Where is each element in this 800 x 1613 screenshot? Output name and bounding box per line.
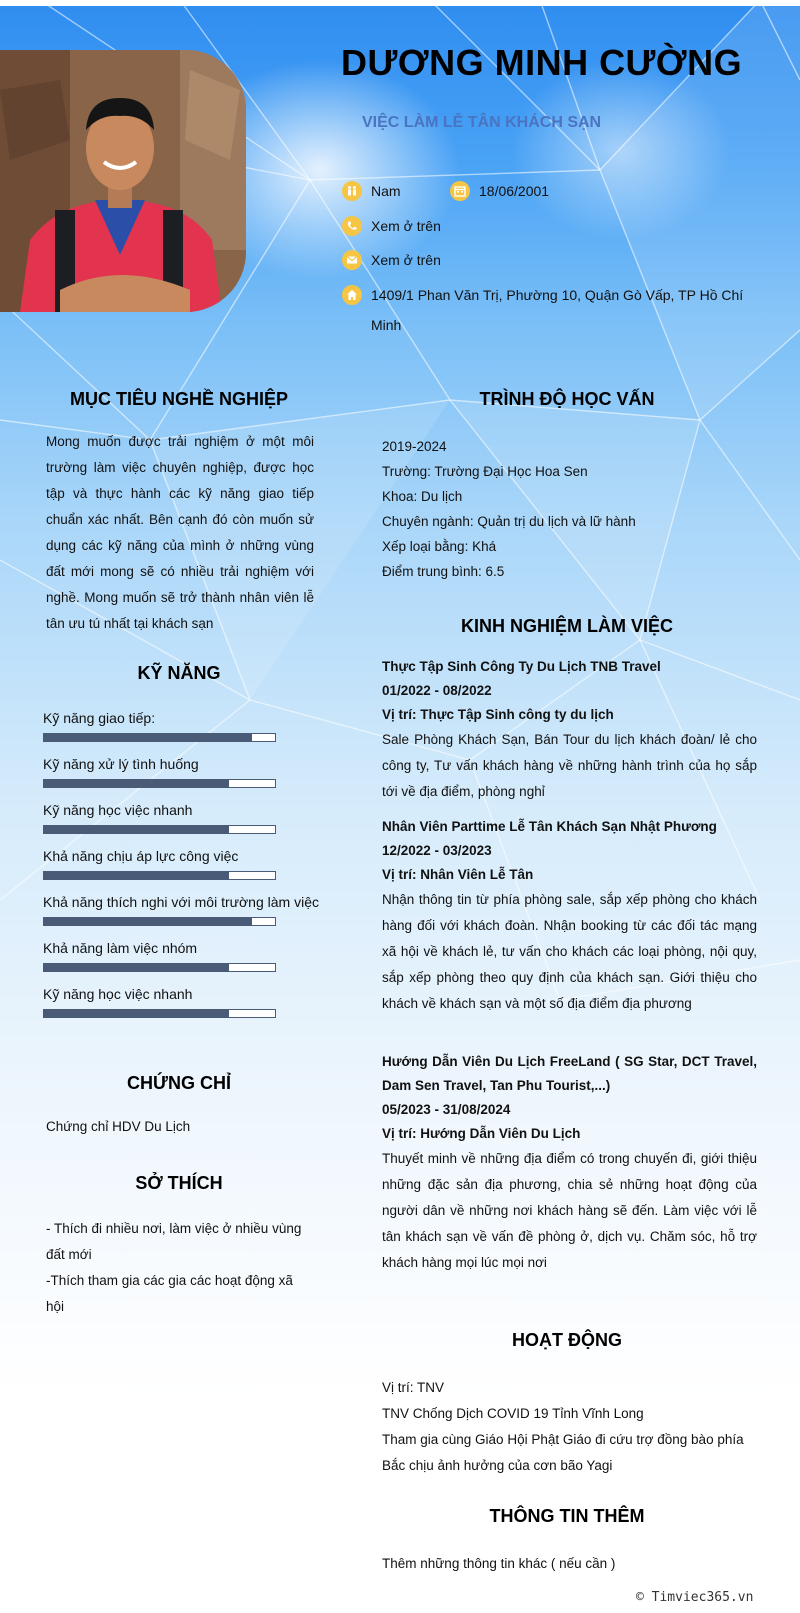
job-period: 05/2023 - 31/08/2024	[382, 1102, 511, 1117]
skill-item	[43, 847, 323, 880]
address-line-2: Minh	[371, 317, 402, 333]
certificates-title: CHỨNG CHỈ	[127, 1073, 231, 1093]
skill-fill	[44, 918, 252, 925]
skill-fill	[44, 780, 229, 787]
skill-fill	[44, 964, 229, 971]
education-line: 2019-2024	[382, 439, 447, 454]
experience-item	[382, 1050, 757, 1276]
activity-line: Vị trí: TNV	[382, 1380, 445, 1395]
education-line: Điểm trung bình: 6.5	[382, 564, 505, 579]
objective-text: Mong muốn được trải nghiệm ở một môi trường làm việc chuyên nghiệp, được học tập và thực hành các kỹ năng giao tiếp chuẩn xác nhất. Bên cạnh đó còn muốn sử dụng các kỹ năng của mình ở những vùng đất mới mong sẽ có nhiều trải nghiệm với nghề. Mong muốn sẽ trở thành nhân viên lễ tân ưu tú nhất tại khách sạn	[46, 434, 314, 631]
job-description: Nhận thông tin từ phía phòng sale, sắp xếp phòng cho khách hàng đối với khách đoàn. Nhận booking từ các đối tác mạng xã hội về khách lẻ, tư vấn cho khách các loại phòng, nội quy, sắp xếp phòng theo quy định của khách sạn. Giới thiệu cho khách về khách sạn và một số địa điểm địa phương	[382, 892, 757, 1011]
skills-title: KỸ NĂNG	[137, 663, 221, 683]
job-company: Nhân Viên Parttime Lễ Tân Khách Sạn Nhật Phương	[382, 819, 717, 834]
skill-fill	[44, 1010, 229, 1017]
avatar	[0, 50, 246, 312]
address-line-1: 1409/1 Phan Văn Trị, Phường 10, Quận Gò Vấp, TP Hồ Chí	[371, 287, 744, 303]
job-description: Sale Phòng Khách Sạn, Bán Tour du lịch khách đoàn/ lẻ cho công ty, Tư vấn khách hàng về những hành trình của họ sắp tới về địa điểm, phòng nghỉ	[382, 732, 757, 799]
skill-bar	[43, 963, 276, 972]
education-line: Trường: Trường Đại Học Hoa Sen	[382, 464, 588, 479]
skill-fill	[44, 734, 252, 741]
skill-bar	[43, 917, 276, 926]
education-line: Xếp loại bằng: Khá	[382, 539, 497, 554]
education-line: Khoa: Du lịch	[382, 489, 463, 504]
skill-bar	[43, 733, 276, 742]
gender-value: Nam	[371, 183, 401, 199]
activities-title: HOẠT ĐỘNG	[512, 1330, 622, 1350]
education-block	[382, 434, 762, 584]
activities-block	[382, 1375, 762, 1479]
experience-title: KINH NGHIỆM LÀM VIỆC	[460, 616, 673, 636]
job-position: Vị trí: Hướng Dẫn Viên Du Lịch	[382, 1126, 581, 1141]
skill-fill	[44, 826, 229, 833]
skill-item	[43, 709, 323, 742]
job-period: 12/2022 - 03/2023	[382, 843, 492, 858]
watermark: © Timviec365.vn	[636, 1590, 754, 1605]
email-row	[342, 245, 441, 275]
skill-label: Khả năng thích nghi với môi trường làm việc	[43, 894, 319, 910]
hobbies-list	[46, 1216, 314, 1320]
skill-item	[43, 755, 323, 788]
top-strip	[0, 0, 800, 6]
skill-bar	[43, 1009, 276, 1018]
job-position: Vị trí: Nhân Viên Lễ Tân	[382, 867, 534, 882]
skill-bar	[43, 779, 276, 788]
email-value: Xem ở trên	[371, 252, 441, 268]
skill-label: Kỹ năng học việc nhanh	[43, 802, 193, 818]
job-company: Thực Tập Sinh Công Ty Du Lịch TNB Travel	[382, 659, 661, 674]
education-title: TRÌNH ĐỘ HỌC VẤN	[479, 389, 655, 409]
hobby-item: -Thích tham gia các gia các hoạt động xã hội	[46, 1273, 293, 1314]
skill-label: Kỹ năng giao tiếp:	[43, 710, 156, 726]
skill-fill	[44, 872, 229, 879]
skill-bar	[43, 871, 276, 880]
birthdate-row	[450, 176, 549, 206]
phone-icon	[342, 216, 362, 236]
phone-value: Xem ở trên	[371, 218, 441, 234]
hobby-item: - Thích đi nhiều nơi, làm việc ở nhiều vùng đất mới	[46, 1221, 302, 1262]
phone-row	[342, 211, 441, 241]
job-position: Vị trí: Thực Tập Sinh công ty du lịch	[382, 707, 614, 722]
experience-item	[382, 815, 757, 1017]
skill-label: Kỹ năng xử lý tình huống	[43, 756, 199, 772]
skill-bar	[43, 825, 276, 834]
objective-title: MỤC TIÊU NGHỀ NGHIỆP	[69, 389, 288, 409]
skill-label: Khả năng làm việc nhóm	[43, 940, 198, 956]
skill-item	[43, 939, 323, 972]
job-company: Hướng Dẫn Viên Du Lịch FreeLand ( SG Star, DCT Travel, Dam Sen Travel, Tan Phu Tourist,...)	[382, 1054, 757, 1093]
skill-item	[43, 801, 323, 834]
address-row	[342, 280, 761, 340]
job-title: VIỆC LÀM LỄ TÂN KHÁCH SẠN	[362, 114, 602, 131]
address-block	[371, 280, 761, 340]
education-line: Chuyên ngành: Quản trị du lịch và lữ hành	[382, 514, 636, 529]
gender-row	[342, 176, 401, 206]
home-icon	[342, 285, 362, 305]
skill-label: Khả năng chịu áp lực công việc	[43, 848, 239, 864]
job-period: 01/2022 - 08/2022	[382, 683, 492, 698]
birthdate-value: 18/06/2001	[479, 183, 550, 199]
gender-icon	[342, 181, 362, 201]
additional-title: THÔNG TIN THÊM	[489, 1506, 645, 1526]
calendar-icon	[450, 181, 470, 201]
additional-text: Thêm những thông tin khác ( nếu cần )	[382, 1556, 616, 1571]
candidate-name: DƯƠNG MINH CƯỜNG	[341, 42, 743, 83]
skill-item	[43, 893, 323, 926]
certificates-text: Chứng chỉ HDV Du Lịch	[46, 1119, 191, 1134]
skill-label: Kỹ năng học việc nhanh	[43, 986, 193, 1002]
experience-item	[382, 655, 757, 805]
job-description: Thuyết minh về những địa điểm có trong chuyến đi, giới thiệu những đặc sản địa phương, chia sẻ những hoạt động của người dân về những nơi khách hàng sẽ đến. Làm việc với lễ tân khách sạn về vấn đề phòng ở, dịch vụ. Chăm sóc, hỗ trợ khách hàng mọi lúc mọi nơi	[382, 1151, 757, 1270]
hobbies-title: SỞ THÍCH	[135, 1173, 223, 1193]
activity-line: Tham gia cùng Giáo Hội Phật Giáo đi cứu trợ đồng bào phía Bắc chịu ảnh hưởng của cơn bão Yagi	[382, 1432, 744, 1473]
email-icon	[342, 250, 362, 270]
skill-item	[43, 985, 323, 1018]
activity-line: TNV Chống Dịch COVID 19 Tỉnh Vĩnh Long	[382, 1406, 644, 1421]
